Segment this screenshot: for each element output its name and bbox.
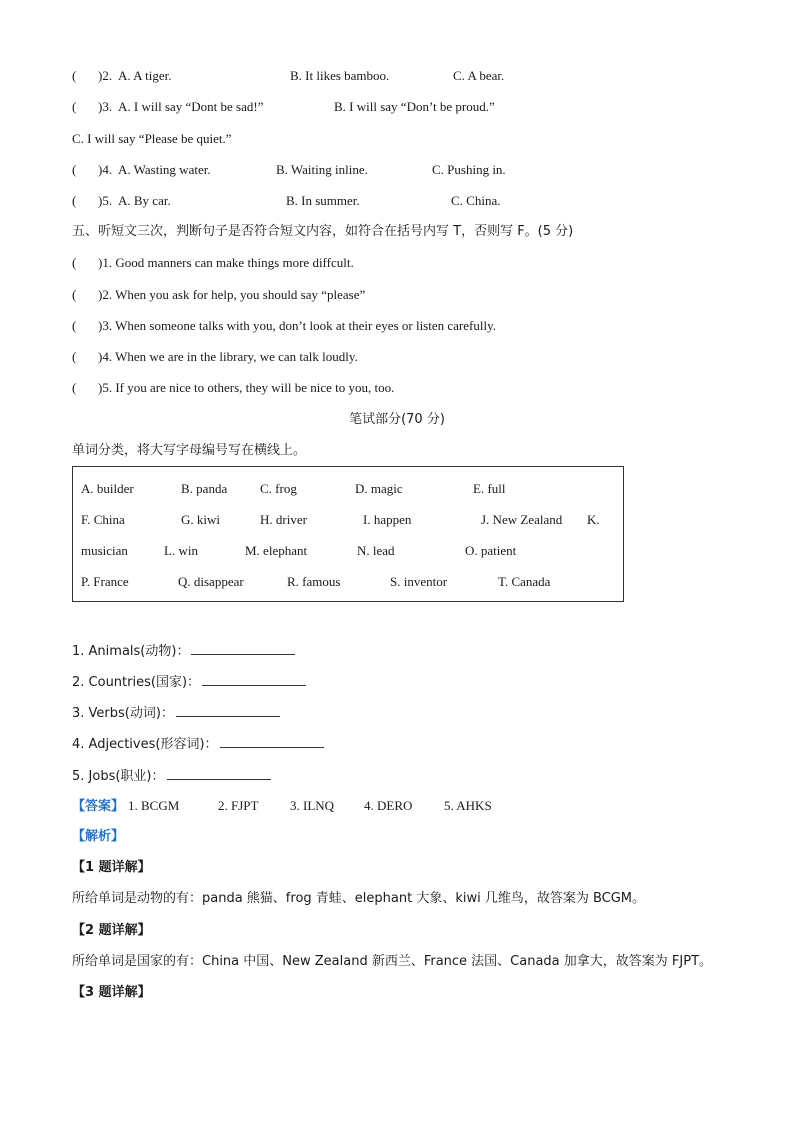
answer-blank[interactable] xyxy=(191,641,295,655)
word-item: L. win xyxy=(164,543,198,558)
category-label: 1. Animals(动物)： xyxy=(72,644,190,659)
option-a: A. A tiger. xyxy=(118,68,172,83)
word-item: R. famous xyxy=(287,574,341,589)
word-item: J. New Zealand xyxy=(481,512,563,527)
question-row xyxy=(72,98,495,116)
word-item: H. driver xyxy=(260,512,307,527)
option-c: C. China. xyxy=(451,193,501,208)
tf-item: ( )1. Good manners can make things more diffcult. xyxy=(72,255,354,270)
word-box xyxy=(72,466,624,602)
question-number: )4. xyxy=(98,162,113,177)
option-c: C. A bear. xyxy=(453,68,505,83)
word-item: Q. disappear xyxy=(178,574,244,589)
word-item: N. lead xyxy=(357,543,395,558)
word-item: M. elephant xyxy=(245,543,308,558)
category-line xyxy=(72,766,271,786)
question-number: )3. xyxy=(98,99,113,114)
detail-text: 所给单词是动物的有：panda 熊猫、frog 青蛙、elephant 大象、kiwi 几维鸟，故答案为 BCGM。 xyxy=(72,891,646,906)
detail-label: 【1 题详解】 xyxy=(72,860,151,875)
detail-label: 【2 题详解】 xyxy=(72,923,151,938)
word-item: K. xyxy=(587,512,600,527)
word-item: F. China xyxy=(81,512,125,527)
category-line xyxy=(72,703,280,723)
option-a: A. I will say “Dont be sad!” xyxy=(118,99,264,114)
option-b: B. I will say “Don’t be proud.” xyxy=(334,99,495,114)
category-line xyxy=(72,641,295,661)
option-c: C. Pushing in. xyxy=(432,162,506,177)
option-b: B. In summer. xyxy=(286,193,360,208)
tf-item: ( )2. When you ask for help, you should say “please” xyxy=(72,287,366,302)
answer-blank[interactable] xyxy=(167,766,271,780)
option-b: B. It likes bamboo. xyxy=(290,68,390,83)
answer-item: 2. FJPT xyxy=(218,798,259,813)
category-label: 3. Verbs(动词)： xyxy=(72,706,174,721)
written-part-title: 笔试部分(70 分) xyxy=(349,412,445,427)
detail-text: 所给单词是国家的有：China 中国、New Zealand 新西兰、France 法国、Canada 加拿大，故答案为 FJPT。 xyxy=(72,954,713,969)
word-item: S. inventor xyxy=(390,574,448,589)
answer-paren: ( xyxy=(72,162,77,177)
answer-item: 1. BCGM xyxy=(128,798,180,813)
word-item: D. magic xyxy=(355,481,403,496)
category-label: 2. Countries(国家)： xyxy=(72,675,201,690)
word-item: B. panda xyxy=(181,481,228,496)
tf-item: ( )3. When someone talks with you, don’t look at their eyes or listen carefully. xyxy=(72,318,496,333)
tf-item: ( )4. When we are in the library, we can talk loudly. xyxy=(72,349,358,364)
word-item: G. kiwi xyxy=(181,512,220,527)
answer-blank[interactable] xyxy=(176,703,280,717)
option-b: B. Waiting inline. xyxy=(276,162,368,177)
tf-item: ( )5. If you are nice to others, they will be nice to you, too. xyxy=(72,380,395,395)
analysis-label: 【解析】 xyxy=(72,829,125,844)
category-line xyxy=(72,734,324,754)
answer-item: 3. ILNQ xyxy=(290,798,335,813)
answer-blank[interactable] xyxy=(220,734,324,748)
word-item: E. full xyxy=(473,481,506,496)
word-item: musician xyxy=(81,543,128,558)
word-item: I. happen xyxy=(363,512,412,527)
category-label: 4. Adjectives(形容词)： xyxy=(72,737,218,752)
answer-label: 【答案】 xyxy=(72,799,125,814)
option-c: C. I will say “Please be quiet.” xyxy=(72,131,232,146)
question-number: )2. xyxy=(98,68,113,83)
option-a: A. By car. xyxy=(118,193,171,208)
question-number: )5. xyxy=(98,193,113,208)
answer-item: 4. DERO xyxy=(364,798,413,813)
answer-paren: ( xyxy=(72,99,77,114)
category-line xyxy=(72,672,306,692)
question-row xyxy=(72,67,505,85)
question-row xyxy=(72,161,506,179)
word-item: A. builder xyxy=(81,481,134,496)
category-label: 5. Jobs(职业)： xyxy=(72,769,165,784)
word-item: P. France xyxy=(81,574,129,589)
word-item: T. Canada xyxy=(498,574,551,589)
word-item: C. frog xyxy=(260,481,297,496)
answer-blank[interactable] xyxy=(202,672,306,686)
detail-label: 【3 题详解】 xyxy=(72,985,151,1000)
answer-line xyxy=(72,797,492,816)
answer-paren: ( xyxy=(72,68,77,83)
answer-item: 5. AHKS xyxy=(444,798,492,813)
question-row xyxy=(72,192,501,210)
answer-paren: ( xyxy=(72,193,77,208)
section-title: 五、听短文三次，判断句子是否符合短文内容，如符合在括号内写 T，否则写 F。(5 分) xyxy=(72,224,574,239)
option-a: A. Wasting water. xyxy=(118,162,211,177)
classify-instruction: 单词分类，将大写字母编号写在横线上。 xyxy=(72,443,307,458)
word-item: O. patient xyxy=(465,543,517,558)
